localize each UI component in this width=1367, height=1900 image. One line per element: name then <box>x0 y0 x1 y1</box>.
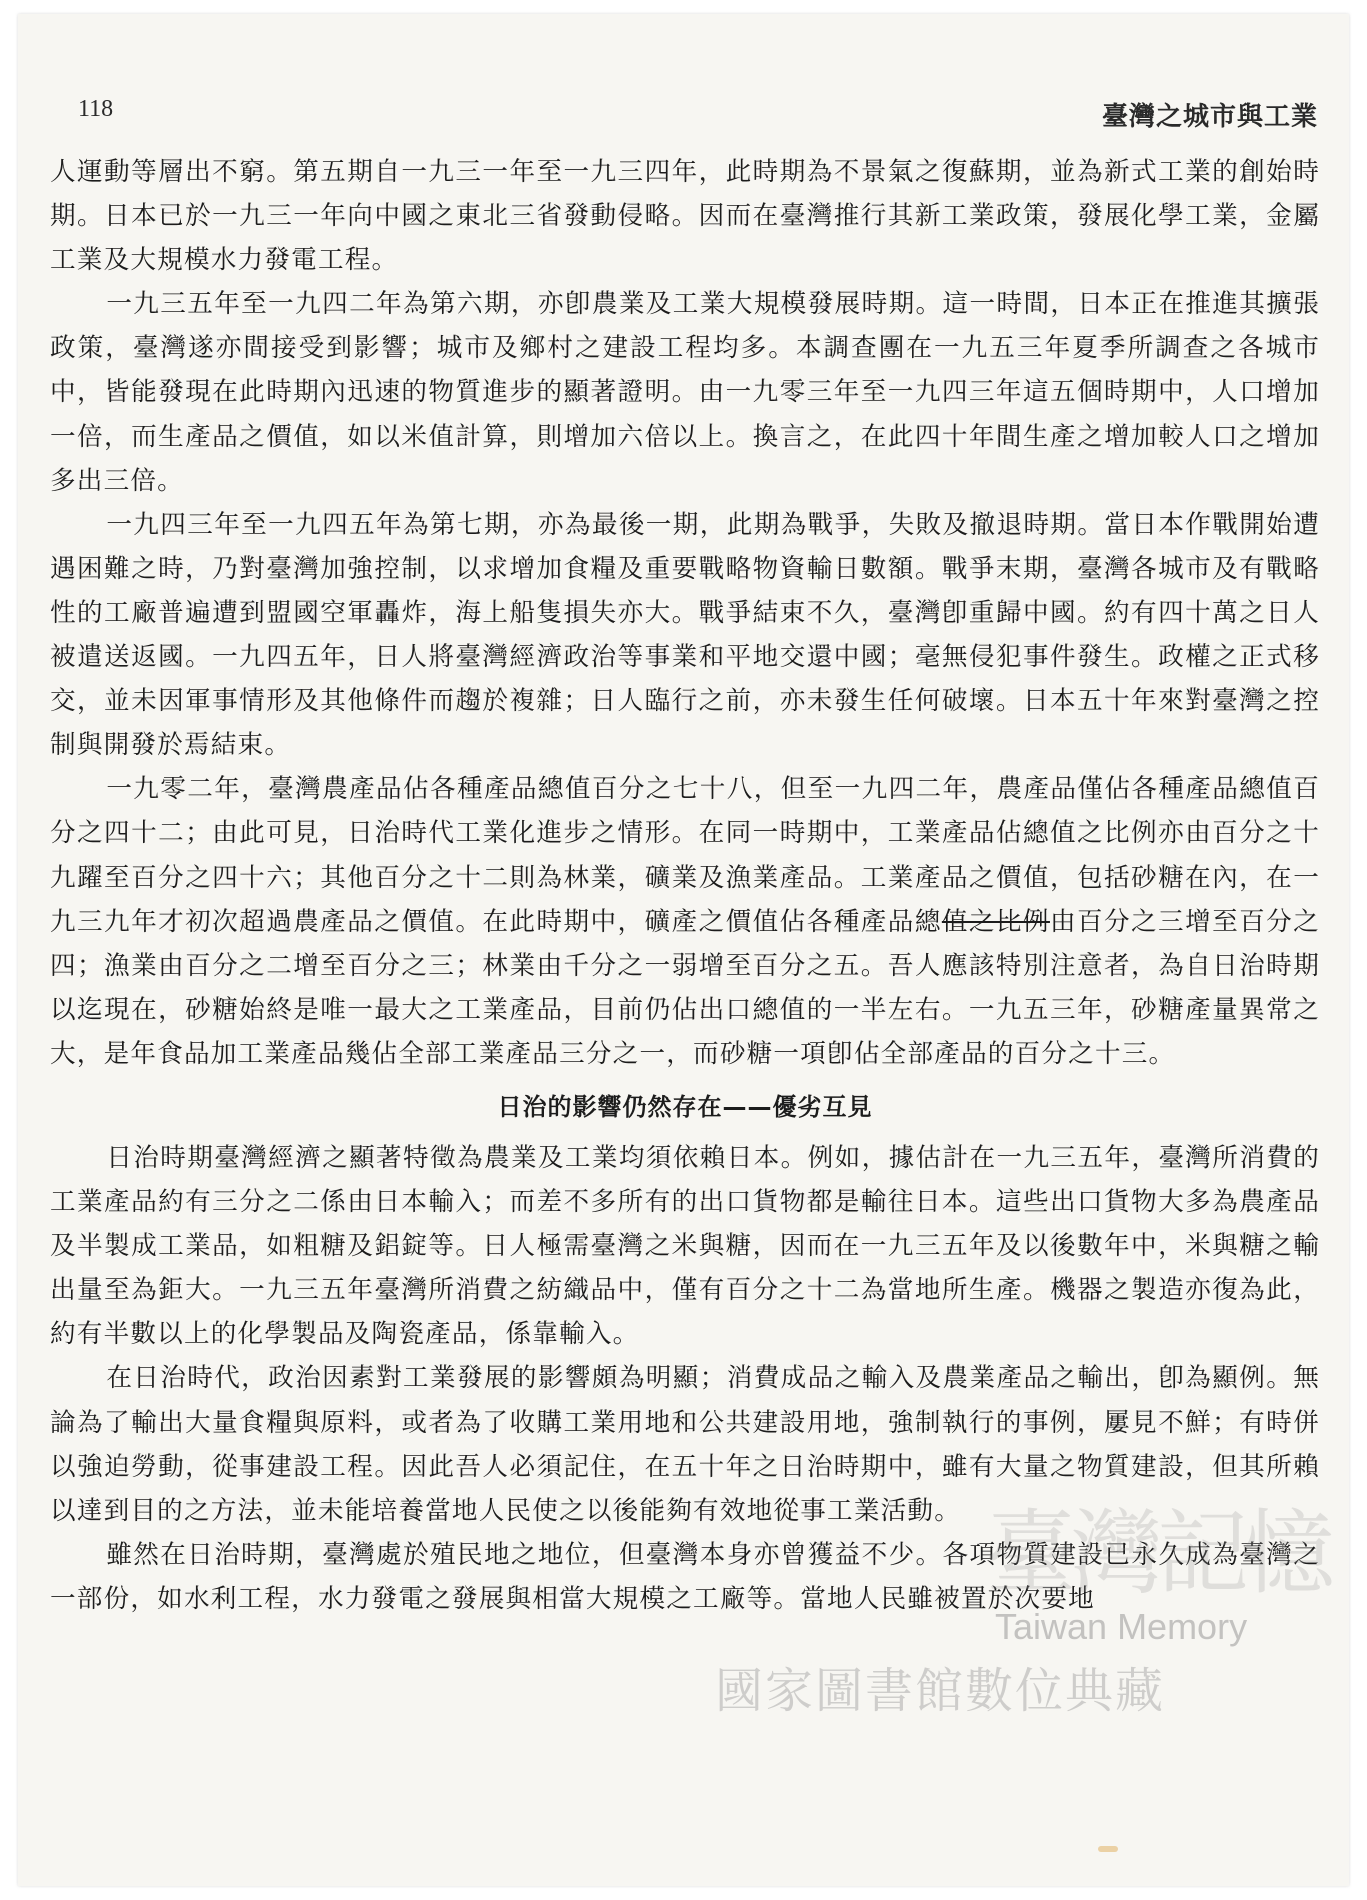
paragraph-product-values <box>50 767 1320 1076</box>
page-number: 118 <box>78 96 114 122</box>
paragraph-seventh-period: 一九四三年至一九四五年為第七期，亦為最後一期，此期為戰爭，失敗及撤退時期。當日本作戰開始遭遇困難之時，乃對臺灣加強控制，以求增加食糧及重要戰略物資輸日數額。戰爭末期，臺灣各城市及有戰略性的工廠普遍遭到盟國空軍轟炸，海上船隻損失亦大。戰爭結束不久，臺灣卽重歸中國。約有四十萬之日人被遣送返國。一九四五年，日人將臺灣經濟政治等事業和平地交還中國；毫無侵犯事件發生。政權之正式移交，並未因軍事情形及其他條件而趨於複雜；日人臨行之前，亦未發生任何破壞。日本五十年來對臺灣之控制與開發於焉結束。 <box>50 509 1320 761</box>
paragraph-continued: 人運動等層出不窮。第五期自一九三一年至一九三四年，此時期為不景氣之復蘇期，並為新式工業的創始時期。日本已於一九三一年向中國之東北三省發動侵略。因而在臺灣推行其新工業政策，發展化學工業，金屬工業及大規模水力發電工程。 <box>50 157 1320 276</box>
body-text <box>50 150 1320 1621</box>
paragraph-product-values-part1: 一九零二年，臺灣農產品佔各種產品總值百分之七十八，但至一九四二年，農產品僅佔各種產品總值百分之四十二；由此可見，日治時代工業化進步之情形。在同一時期中，工業產品佔總值之比例亦由百分之十九躍至百分之四十六；其他百分之十二則為林業，礦業及漁業產品。工業產品之價值，包括砂糖在內，在一九三九年才初次超過農產品之價值。在此時期中，礦產之價值佔各種產品總 <box>50 774 1320 937</box>
running-head: 臺灣之城市與工業 <box>1101 102 1318 132</box>
page-header <box>78 96 1318 130</box>
paragraph-product-values-part2: 由百分之三增至百分之四；漁業由百分之二增至百分之三；林業由千分之一弱增至百分之五。吾人應該特別注意者，為自日治時期以迄現在，砂糖始終是唯一最大之工業產品，目前仍佔出口總值的一半左右。一九五三年，砂糖產量異常之大，是年食品加工業產品幾佔全部工業產品三分之一，而砂糖一項卽佔全部產品的百分之十三。 <box>50 906 1320 1069</box>
watermark-script: 臺灣記憶 <box>985 1500 1330 1607</box>
paragraph-dependence: 日治時期臺灣經濟之顯著特徵為農業及工業均須依賴日本。例如，據估計在一九三五年，臺灣所消費的工業產品約有三分之二係由日本輸入；而差不多所有的出口貨物都是輸往日本。這些出口貨物大多為農產品及半製成工業品，如粗糖及鋁錠等。日人極需臺灣之米與糖，因而在一九三五年及以後數年中，米與糖之輸出量至為鉅大。一九三五年臺灣所消費之紡織品中，僅有百分之十二為當地所生產。機器之製造亦復為此，約有半數以上的化學製品及陶瓷產品，係靠輸入。 <box>50 1142 1320 1350</box>
paragraph-political-factors: 在日治時代，政治因素對工業發展的影響頗為明顯；消費成品之輸入及農業產品之輸出，卽為顯例。無論為了輸出大量食糧與原料，或者為了收購工業用地和公共建設用地，強制執行的事例，屢見不鮮；有時併以強迫勞動，從事建設工程。因此吾人必須記住，在五十年之日治時期中，雖有大量之物質建設，但其所賴以達到目的之方法，並未能培養當地人民使之以後能夠有效地從事工業活動。 <box>50 1363 1320 1526</box>
struck-text: 值之比例 <box>941 906 1050 937</box>
section-heading: 日治的影響仍然存在——優劣互見 <box>497 1092 873 1121</box>
paragraph-sixth-period: 一九三五年至一九四二年為第六期，亦卽農業及工業大規模發展時期。這一時間，日本正在推進其擴張政策，臺灣遂亦間接受到影響；城市及鄉村之建設工程均多。本調查團在一九五三年夏季所調查之各城市中，皆能發現在此時期內迅速的物質進步的顯著證明。由一九零三年至一九四三年這五個時期中，人口增加一倍，而生產品之價值，如以米值計算，則增加六倍以上。換言之，在此四十年間生產之增加較人口之增加多出三倍。 <box>50 289 1320 496</box>
paragraph-colonial-benefits: 雖然在日治時期，臺灣處於殖民地之地位，但臺灣本身亦曾獲益不少。各項物質建設已永久成為臺灣之一部份，如水利工程，水力發電之發展與相當大規模之工廠等。當地人民雖被置於次要地 <box>50 1539 1320 1614</box>
paper-stain <box>1098 1846 1118 1852</box>
watermark-chinese: 國家圖書館數位典藏 <box>715 1663 1166 1719</box>
watermark-english: Taiwan Memory <box>995 1606 1248 1647</box>
